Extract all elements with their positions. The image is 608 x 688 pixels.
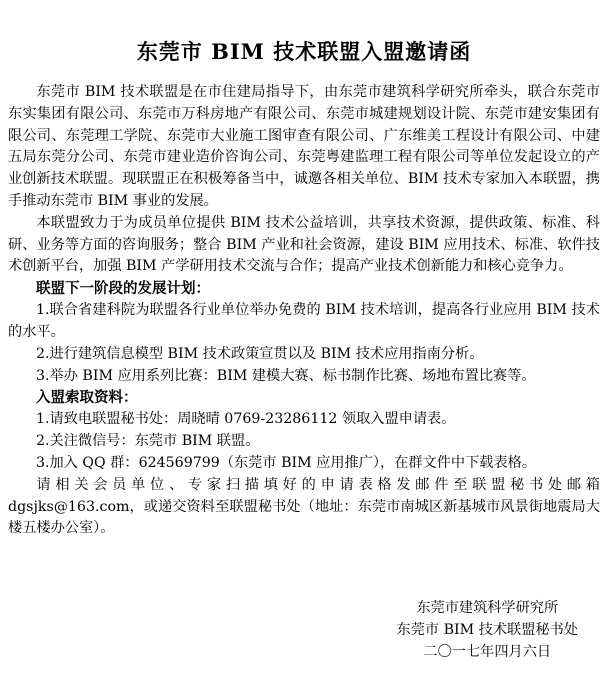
join-heading: 入盟索取资料：	[36, 389, 138, 407]
join-item: 3.加入 QQ 群：624569799（东莞市 BIM 应用推广），在群文件中下载表格。	[36, 454, 537, 471]
intro-paragraph: 东莞市 BIM 技术联盟是在市住建局指导下，由东莞市建筑科学研究所牵头，联合东莞市东实集团有限公司、东莞市万科房地产有限公司、东莞市城建规划设计院、东莞市建安集团有限公司、东莞理工学院、东莞市大业施工图审查有限公司、广东维美工程设计有限公司、中建五局东莞分公司、东莞市建业造价咨询公司、东莞粤建监理工程有限公司等单位发起设立的产业创新技术联盟。现联盟正在积极筹备当中，诚邀各相关单位、BIM 技术专家加入本联盟，携手推动东莞市 BIM 事业的发展。	[8, 84, 600, 209]
signature-date: 二〇一七年四月六日	[423, 643, 552, 660]
plan-item: 3.举办 BIM 应用系列比赛：BIM 建模大赛、标书制作比赛、场地布置比赛等。	[36, 367, 536, 384]
signature-org-institute: 东莞市建筑科学研究所	[416, 600, 559, 616]
plan-item: 2.进行建筑信息模型 BIM 技术政策宣贯以及 BIM 技术应用指南分析。	[36, 345, 484, 362]
letter-title: 东莞市 BIM 技术联盟入盟邀请函	[136, 39, 472, 64]
signature-block	[397, 598, 578, 663]
plan-item: 1.联合省建科院为联盟各行业单位举办免费的 BIM 技术培训，提高各行业应用 BIM 技术的水平。	[8, 302, 600, 340]
closing-paragraph: 请相关会员单位、专家扫描填好的申请表格发邮件至联盟秘书处邮箱 dgsjks@163.com，或递交资料至联盟秘书处（地址：东莞市南城区新基城市风景街地震局大楼五楼办公室）。	[8, 476, 600, 537]
join-item: 1.请致电联盟秘书处：周晓晴 0769-23286112 领取入盟申请表。	[36, 411, 456, 428]
join-item: 2.关注微信号：东莞市 BIM 联盟。	[36, 433, 260, 450]
plan-heading: 联盟下一阶段的发展计划：	[36, 280, 210, 298]
mission-paragraph: 本联盟致力于为成员单位提供 BIM 技术公益培训，共享技术资源，提供政策、标准、科研、业务等方面的咨询服务；整合 BIM 产业和社会资源，建设 BIM 应用技术、标准、软件技术创新平台，加强 BIM 产学研用技术交流与合作；提高产业技术创新能力和核心竞争力。	[8, 214, 600, 275]
signature-org-secretariat: 东莞市 BIM 技术联盟秘书处	[396, 621, 578, 638]
